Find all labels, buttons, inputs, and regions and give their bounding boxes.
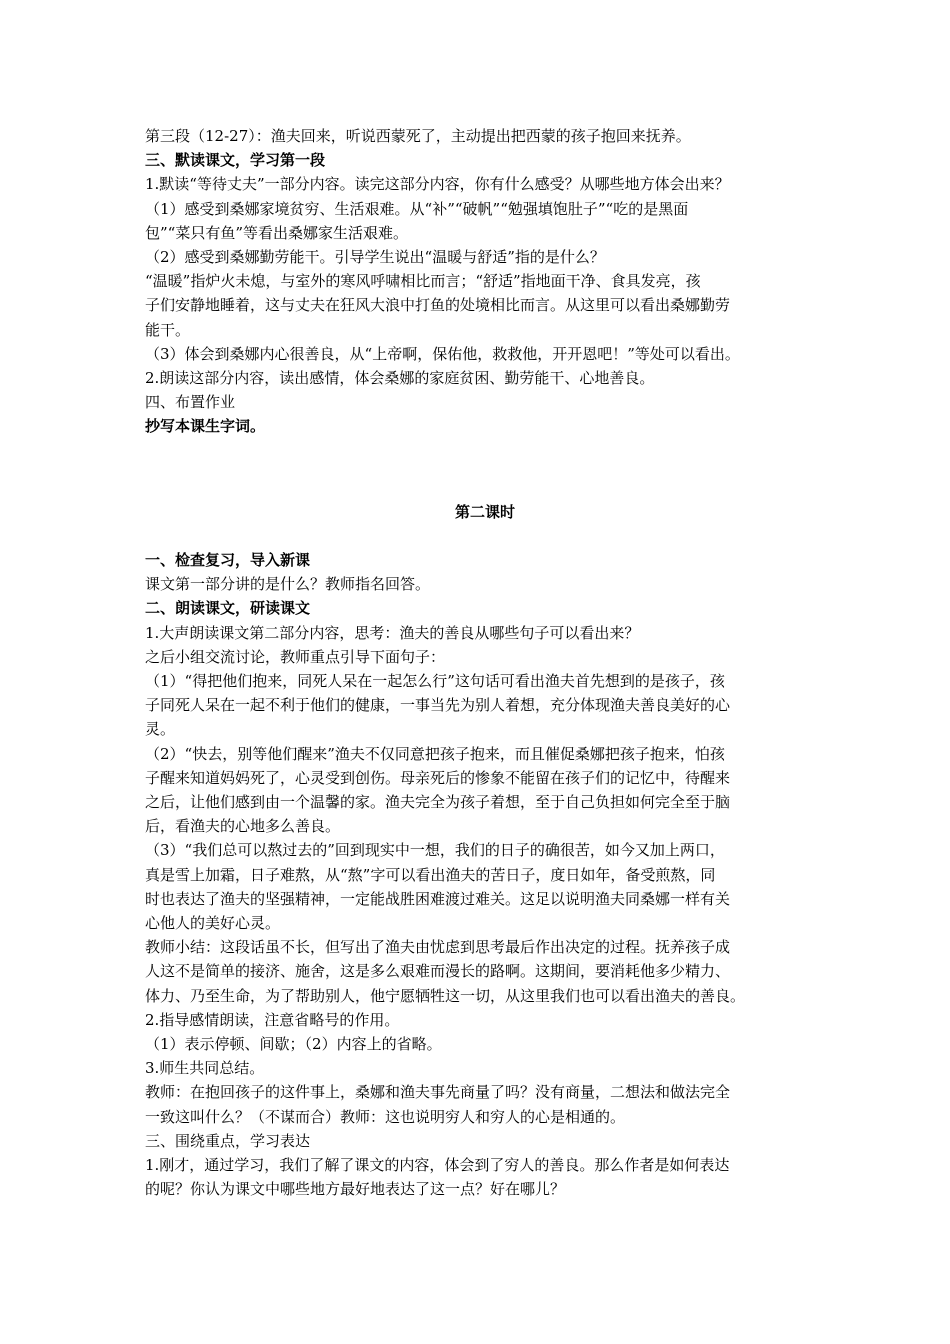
paragraph: （2）“快去，别等他们醒来”渔夫不仅同意把孩子抱来，而且催促桑娜把孩子抱来，怕孩 (145, 744, 725, 763)
lesson-title: 第二课时 (454, 503, 515, 521)
paragraph: 真是雪上加霜，日子难熬，从“熬”字可以看出渔夫的苦日子，度日如年，备受煎熬，同 (145, 865, 716, 884)
paragraph: 子们安静地睡着，这与丈夫在狂风大浪中打鱼的处境相比而言。从这里可以看出桑娜勤劳 (145, 296, 731, 315)
paragraph: 1.大声朗读课文第二部分内容，思考：渔夫的善良从哪些句子可以看出来？ (145, 623, 640, 642)
paragraph: 一致这叫什么？（不谋而合）教师：这也说明穷人和穷人的心是相通的。 (145, 1107, 626, 1126)
paragraph: 第三段（12-27）：渔夫回来，听说西蒙死了，主动提出把西蒙的孩子抱回来抚养。 (145, 127, 691, 145)
paragraph: 教师小结：这段话虽不长，但写出了渔夫由忧虑到思考最后作出决定的过程。抚养孩子成 (145, 938, 731, 957)
section-heading: 二、朗读课文，研读课文 (145, 599, 311, 618)
section-heading: 抄写本课生字词。 (145, 417, 266, 436)
paragraph: 子醒来知道妈妈死了，心灵受到创伤。母亲死后的惨象不能留在孩子们的记忆中，待醒来 (145, 768, 731, 787)
paragraph: 教师：在抱回孩子的这件事上，桑娜和渔夫事先商量了吗？没有商量，二想法和做法完全 (145, 1083, 731, 1102)
paragraph: 课文第一部分讲的是什么？教师指名回答。 (145, 575, 431, 594)
paragraph: 之后，让他们感到由一个温馨的家。渔夫完全为孩子着想，至于自己负担如何完全至于脑 (145, 793, 731, 812)
paragraph: 后，看渔夫的心地多么善良。 (145, 817, 341, 836)
section-heading: 一、检查复习，导入新课 (145, 551, 311, 569)
paragraph: 3.师生共同总结。 (145, 1059, 265, 1078)
paragraph: 能干。 (145, 320, 191, 339)
paragraph: “温暖”指炉火未熄，与室外的寒风呼啸相比而言；“舒适”指地面干净、食具发亮，孩 (145, 272, 701, 291)
section-heading: 三、默读课文，学习第一段 (145, 151, 326, 170)
paragraph: 三、围绕重点，学习表达 (145, 1131, 311, 1150)
paragraph: （1）感受到桑娜家境贫穷、生活艰难。从“补”“破帆”“勉强填饱肚子”“吃的是黑面 (145, 199, 689, 218)
paragraph: 2.指导感情朗读，注意省略号的作用。 (145, 1010, 400, 1029)
paragraph: 包”“菜只有鱼”等看出桑娜家生活艰难。 (145, 223, 409, 242)
paragraph: 体力、乃至生命，为了帮助别人，他宁愿牺牲这一切，从这里我们也可以看出渔夫的善良。 (145, 986, 746, 1005)
section-part-one (145, 124, 825, 439)
paragraph: 灵。 (145, 720, 176, 739)
paragraph: 2.朗读这部分内容，读出感情，体会桑娜的家庭贫困、勤劳能干、心地善良。 (145, 369, 655, 388)
paragraph: （2）感受到桑娜勤劳能干。引导学生说出“温暖与舒适”指的是什么？ (145, 248, 605, 267)
paragraph: （3）“我们总可以熬过去的”回到现实中一想，我们的日子的确很苦，如今又加上两口， (145, 841, 725, 860)
paragraph: 之后小组交流讨论，教师重点引导下面句子： (145, 647, 446, 666)
paragraph: 四、布置作业 (145, 393, 236, 412)
paragraph: 子同死人呆在一起不利于他们的健康，一事当先为别人着想，充分体现渔夫善良美好的心 (145, 696, 731, 715)
paragraph: 1.刚才，通过学习，我们了解了课文的内容，体会到了穷人的善良。那么作者是如何表达 (145, 1156, 730, 1175)
paragraph: 的呢？你认为课文中哪些地方最好地表达了这一点？好在哪儿？ (145, 1180, 566, 1199)
paragraph: （1）表示停顿、间歇；（2）内容上的省略。 (145, 1035, 442, 1054)
section-part-two (145, 548, 825, 1201)
paragraph: 时也表达了渔夫的坚强精神，一定能战胜困难渡过难关。这足以说明渔夫同桑娜一样有关 (145, 889, 731, 908)
paragraph: 1.默读“等待丈夫”一部分内容。读完这部分内容，你有什么感受？从哪些地方体会出来？ (145, 175, 730, 194)
paragraph: （3）体会到桑娜内心很善良，从“上帝啊，保佑他，救救他，开开恩吧！”等处可以看出。 (145, 344, 740, 363)
paragraph: 人这不是简单的接济、施舍，这是多么艰难而漫长的路啊。这期间，要消耗他多少精力、 (145, 962, 731, 981)
paragraph: 心他人的美好心灵。 (145, 914, 281, 933)
paragraph: （1）“得把他们抱来，同死人呆在一起怎么行”这句话可看出渔夫首先想到的是孩子，孩 (145, 672, 725, 691)
